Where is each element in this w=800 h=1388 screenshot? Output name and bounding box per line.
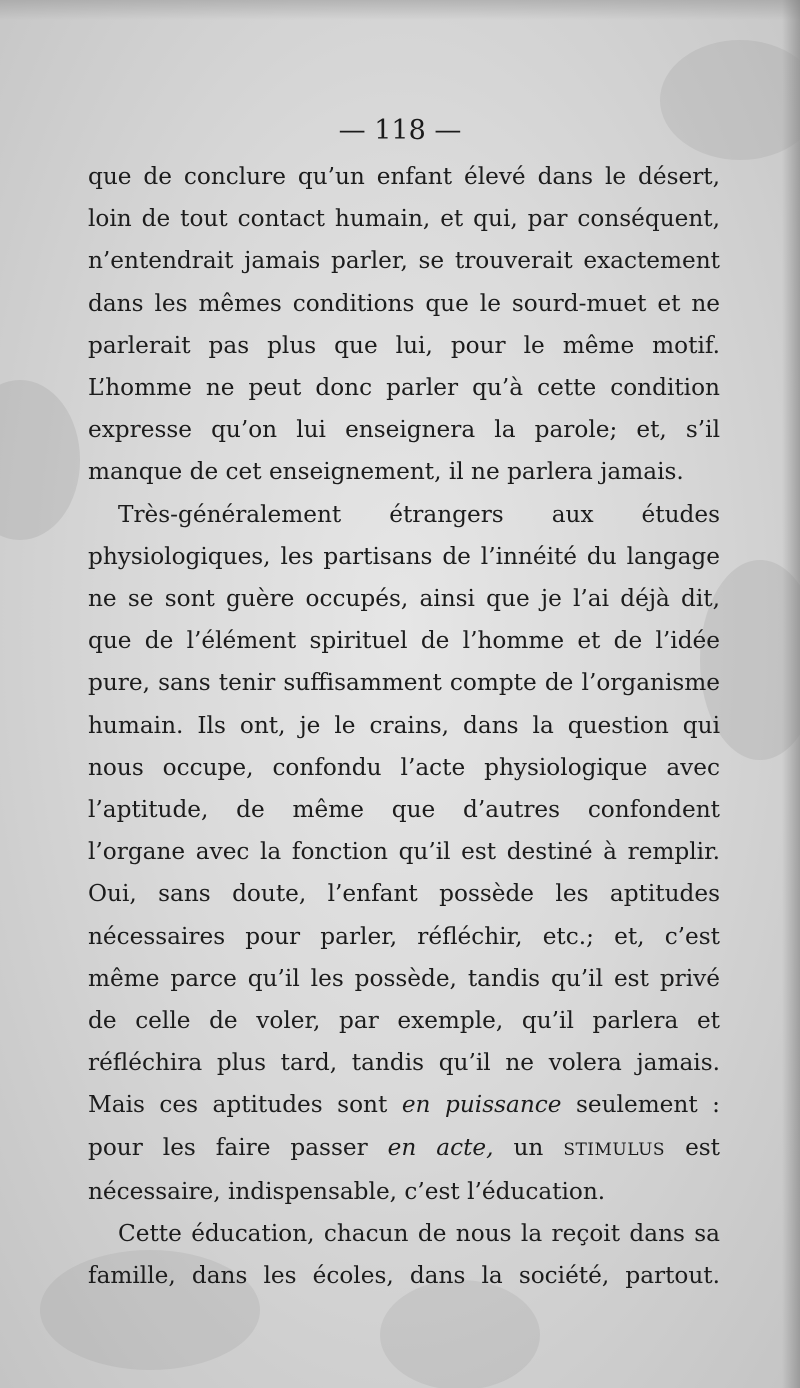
paragraph (88, 494, 720, 1213)
body-text (88, 156, 720, 1297)
page-edge-shadow-top (0, 0, 800, 20)
italic-phrase: en acte, (387, 1133, 494, 1161)
paper-stain (0, 380, 80, 540)
paragraph-text: seulement : pour les faire passer (88, 1091, 720, 1161)
page-number: — 118 — (338, 115, 462, 146)
page-edge-shadow-right (782, 0, 800, 1388)
paragraph-text: est nécessaire, indispensable, c’est l’éducation. (88, 1133, 721, 1205)
small-caps-word: STIMULUS (563, 1139, 666, 1160)
paragraph: que de conclure qu’un enfant élevé dans le désert, loin de tout contact humain, et qui, par conséquent, n’entendrait jamais parler, se trouverait exactement dans les mêmes conditions que le sourd-muet et ne parlerait pas plus que lui, pour le même motif. L’homme ne peut donc parler qu’à cette condition expresse qu’on lui enseignera la parole; et, s’il manque de cet enseignement, il ne parlera jamais. (88, 163, 720, 486)
paragraph-text: un (513, 1133, 544, 1161)
paragraph: Cette éducation, chacun de nous la reçoit dans sa famille, dans les écoles, dans la société, partout. (88, 1220, 720, 1290)
italic-phrase: en puissance (401, 1091, 562, 1119)
paragraph-text: Très-généralement étrangers aux études physiologiques, les partisans de l’innéité du langage ne se sont guère occupés, ainsi que je l’ai déjà dit, que de l’élément spirituel de l’homme et de l’idée pure, sans tenir suffisamment compte de l’organisme humain. Ils ont, je le crains, dans la question qui nous occupe, confondu l’acte physiologique avec l’aptitude, de même que d’autres confondent l’organe avec la fonction qu’il est destiné à remplir. Oui, sans doute, l’enfant possède les aptitudes nécessaires pour parler, réfléchir, etc.; et, c’est même parce qu’il les possède, tandis qu’il est privé de celle de voler, par exemple, qu’il parlera et réfléchira plus tard, tandis qu’il ne volera jamais. Mais ces aptitudes sont (88, 500, 720, 1119)
